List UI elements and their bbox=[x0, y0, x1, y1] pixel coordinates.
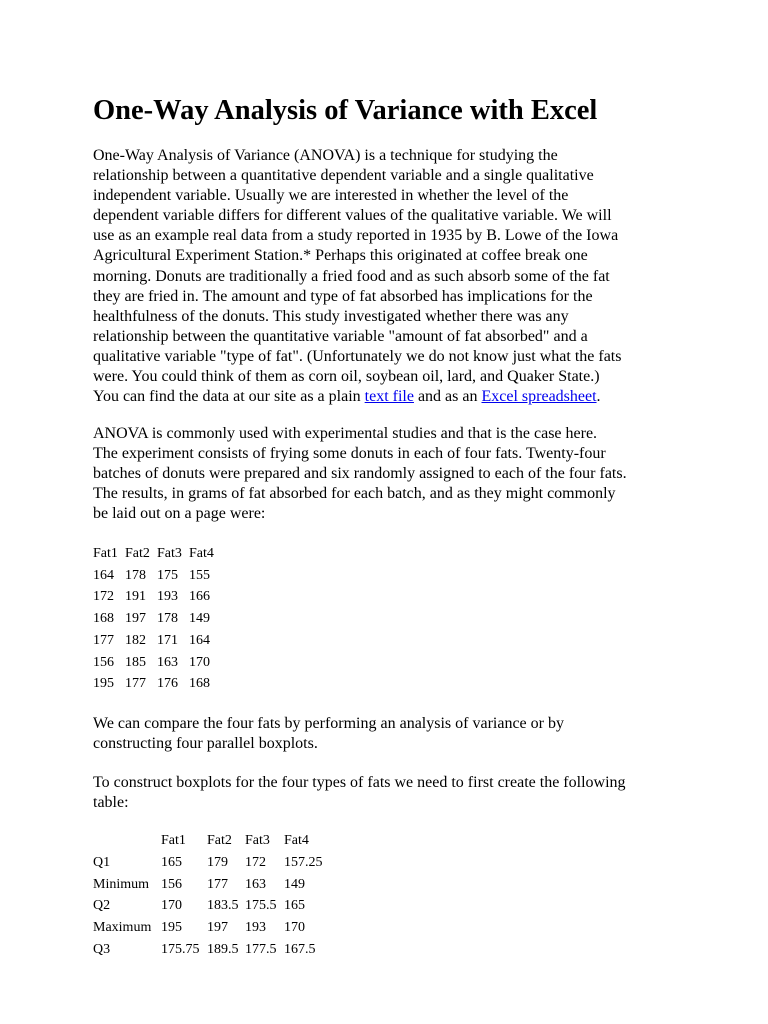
table-cell: 185 bbox=[125, 654, 146, 670]
text-line: One-Way Analysis of Variance (ANOVA) is a technique for studying the bbox=[93, 147, 558, 164]
text-line: were. You could think of them as corn oil, soybean oil, lard, and Quaker State.) bbox=[93, 368, 600, 386]
table-cell: 177 bbox=[93, 632, 114, 648]
table-cell: 172 bbox=[245, 854, 266, 870]
text-line: they are fried in. The amount and type of fat absorbed has implications for the bbox=[93, 287, 593, 305]
intro-paragraph bbox=[93, 146, 693, 407]
table-row bbox=[93, 852, 334, 874]
table-cell: 183.5 bbox=[207, 898, 239, 914]
table-cell: 163 bbox=[245, 876, 266, 892]
table-cell: 176 bbox=[157, 676, 178, 692]
table-row bbox=[93, 917, 334, 939]
table-row bbox=[93, 673, 218, 695]
table-cell: 170 bbox=[189, 654, 210, 670]
text-line: constructing four parallel boxplots. bbox=[93, 735, 318, 753]
table-cell: 172 bbox=[93, 589, 114, 605]
text-line: healthfulness of the donuts. This study investigated whether there was any bbox=[93, 307, 569, 325]
header-cell: Fat2 bbox=[207, 833, 232, 848]
text-line: To construct boxplots for the four types of fats we need to first create the following bbox=[93, 774, 626, 791]
table-cell: 197 bbox=[207, 920, 228, 936]
table-cell: 178 bbox=[157, 611, 178, 627]
table-row bbox=[93, 586, 218, 608]
header-cell: Fat4 bbox=[284, 833, 309, 848]
text-line: use as an example real data from a study reported in 1935 by B. Lowe of the Iowa bbox=[93, 227, 619, 245]
table-cell: 175.5 bbox=[245, 898, 277, 914]
table-cell: 168 bbox=[189, 676, 210, 692]
table-cell: 164 bbox=[93, 567, 114, 583]
table-cell: 195 bbox=[93, 676, 114, 692]
row-label: Minimum bbox=[93, 876, 150, 892]
table-cell: 189.5 bbox=[207, 941, 239, 957]
table-cell: 165 bbox=[161, 854, 182, 870]
table-cell: 156 bbox=[161, 876, 182, 892]
text-line: be laid out on a page were: bbox=[93, 505, 266, 523]
page-title: One-Way Analysis of Variance with Excel bbox=[93, 95, 598, 126]
table-cell: 177 bbox=[125, 676, 146, 692]
table-cell: 156 bbox=[93, 654, 114, 670]
text-line: Agricultural Experiment Station.* Perhaps this originated at coffee break one bbox=[93, 247, 588, 265]
table-cell: 195 bbox=[161, 920, 182, 936]
table-cell: 182 bbox=[125, 632, 146, 648]
table-row bbox=[93, 630, 218, 652]
text-line: independent variable. Usually we are interested in whether the level of the bbox=[93, 187, 569, 205]
text-line: ANOVA is commonly used with experimental studies and that is the case here. bbox=[93, 425, 598, 442]
table-row bbox=[93, 652, 218, 674]
table-cell: 175.75 bbox=[161, 941, 200, 957]
table-cell: 165 bbox=[284, 898, 305, 914]
table-cell: 157.25 bbox=[284, 854, 323, 870]
table-cell: 171 bbox=[157, 632, 178, 648]
table-cell: 179 bbox=[207, 854, 228, 870]
row-label: Q2 bbox=[93, 898, 111, 914]
table-cell: 149 bbox=[284, 876, 305, 892]
link-trailing-text: . bbox=[596, 388, 601, 406]
table-cell: 193 bbox=[157, 589, 178, 605]
table-header-row bbox=[93, 830, 334, 852]
table-cell: 167.5 bbox=[284, 941, 316, 957]
table-header-row bbox=[93, 543, 218, 565]
text-file-link[interactable]: text file bbox=[364, 388, 414, 406]
table-row bbox=[93, 565, 218, 587]
link-lead-text: You can find the data at our site as a plain bbox=[93, 388, 365, 406]
text-line: relationship between a quantitative dependent variable and a single qualitative bbox=[93, 167, 594, 185]
header-cell: Fat4 bbox=[189, 546, 214, 561]
text-line: table: bbox=[93, 794, 129, 812]
table-cell: 163 bbox=[157, 654, 178, 670]
header-cell: Fat3 bbox=[157, 546, 182, 561]
header-cell: Fat1 bbox=[93, 546, 118, 561]
text-line: The results, in grams of fat absorbed for each batch, and as they might commonly bbox=[93, 485, 616, 503]
text-line: We can compare the four fats by performing an analysis of variance or by bbox=[93, 715, 564, 732]
text-line: qualitative variable "type of fat". (Unfortunately we do not know just what the fats bbox=[93, 347, 622, 365]
table-cell: 178 bbox=[125, 567, 146, 583]
row-label: Q1 bbox=[93, 854, 111, 870]
row-label: Maximum bbox=[93, 920, 152, 936]
text-line: morning. Donuts are traditionally a fried food and as such absorb some of the fat bbox=[93, 267, 610, 285]
table-row bbox=[93, 608, 218, 630]
table-cell: 197 bbox=[125, 611, 146, 627]
table-cell: 175 bbox=[157, 567, 178, 583]
text-line: dependent variable differs for different values of the qualitative variable. We will bbox=[93, 207, 612, 225]
table-cell: 149 bbox=[189, 611, 210, 627]
table-cell: 155 bbox=[189, 567, 210, 583]
header-cell: Fat2 bbox=[125, 546, 150, 561]
anova-paragraph bbox=[93, 424, 693, 524]
table-cell: 168 bbox=[93, 611, 114, 627]
table-cell: 177.5 bbox=[245, 941, 277, 957]
header-cell bbox=[93, 830, 161, 852]
excel-spreadsheet-link[interactable]: Excel spreadsheet bbox=[481, 388, 597, 406]
text-line: relationship between the quantitative variable "amount of fat absorbed" and a bbox=[93, 327, 588, 345]
table-cell: 191 bbox=[125, 589, 146, 605]
table-row bbox=[93, 874, 334, 896]
table-cell: 193 bbox=[245, 920, 266, 936]
table-cell: 170 bbox=[284, 920, 305, 936]
table-row bbox=[93, 895, 334, 917]
header-cell: Fat1 bbox=[161, 833, 186, 848]
text-line: The experiment consists of frying some donuts in each of four fats. Twenty-four bbox=[93, 445, 606, 463]
link-middle-text: and as an bbox=[413, 388, 482, 406]
text-line: batches of donuts were prepared and six randomly assigned to each of the four fats. bbox=[93, 465, 627, 483]
table-row bbox=[93, 939, 334, 961]
header-cell: Fat3 bbox=[245, 833, 270, 848]
construct-paragraph bbox=[93, 773, 693, 813]
table-cell: 170 bbox=[161, 898, 182, 914]
row-label: Q3 bbox=[93, 941, 111, 957]
compare-paragraph bbox=[93, 714, 693, 754]
text-line-with-links bbox=[93, 387, 693, 407]
table-cell: 164 bbox=[189, 632, 210, 648]
boxplot-summary-table bbox=[93, 830, 334, 961]
table-cell: 177 bbox=[207, 876, 228, 892]
table-cell: 166 bbox=[189, 589, 210, 605]
fat-data-table bbox=[93, 543, 218, 695]
